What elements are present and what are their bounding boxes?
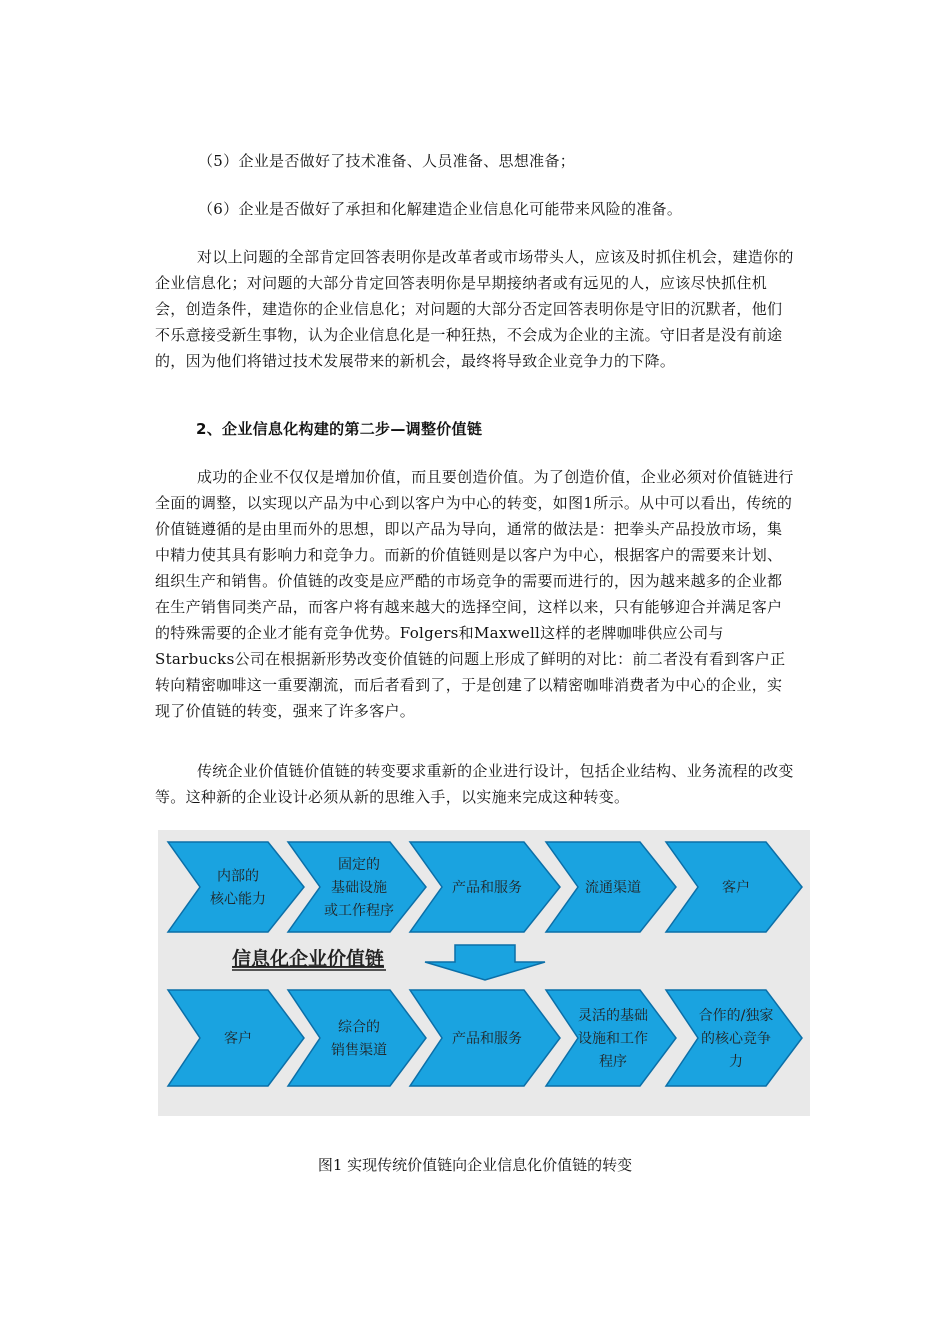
bottom-chevron-2-label-1: 综合的: [338, 1019, 380, 1036]
top-chevron-1-label-1: 内部的: [217, 868, 259, 885]
bottom-chevron-5-label-3: 力: [729, 1054, 743, 1070]
bottom-chevron-2-label-2: 销售渠道: [331, 1042, 387, 1059]
top-chevron-2-label-2: 基础设施: [331, 880, 387, 896]
bottom-chevron-1-label-1: 客户: [224, 1031, 252, 1047]
section-heading: 2、企业信息化构建的第二步—调整价值链: [196, 420, 483, 438]
bottom-chevron-3-label-1: 产品和服务: [452, 1031, 522, 1047]
bottom-chevron-4-label-1: 灵活的基础: [578, 1008, 648, 1024]
paragraph-value-chain: 成功的企业不仅仅是增加价值，而且要创造价值。为了创造价值，企业必须对价值链进行全面的调整，以实现以产品为中心到以客户为中心的转变，如图1所示。从中可以看出，传统的价值链遵循的是由里而外的思想，即以产品为导向，通常的做法是：把拳头产品投放市场，集中精力使其具有影响力和竞争力。而新的价值链则是以客户为中心，根据客户的需要来计划、组织生产和销售。价值链的改变是应严酷的市场竞争的需要而进行的，因为越来越多的企业都在生产销售同类产品，而客户将有越来越大的选择空间，这样以来，只有能够迎合并满足客户的特殊需要的企业才能有竞争优势。Folgers和Maxwell这样的老牌咖啡供应公司与Starbucks公司在根据新形势改变价值链的问题上形成了鲜明的对比：前二者没有看到客户正转向精密咖啡这一重要潮流，而后者看到了，于是创建了以精密咖啡消费者为中心的企业，实现了价值链的转变，强来了许多客户。: [155, 468, 794, 720]
top-chevron-4-label-1: 流通渠道: [585, 880, 641, 896]
figure-caption: 图1 实现传统价值链向企业信息化价值链的转变: [317, 1156, 633, 1174]
bottom-row-chevrons: [168, 990, 802, 1086]
list-item-6: （6）企业是否做好了承担和化解建造企业信息化可能带来风险的准备。: [198, 200, 683, 218]
top-chevron-2-label-1: 固定的: [338, 857, 380, 873]
bottom-chevron-4-label-2: 设施和工作: [578, 1031, 648, 1047]
bottom-chevron-5-label-2: 的核心竞争: [701, 1031, 771, 1047]
bottom-chevron-4-label-3: 程序: [599, 1054, 627, 1070]
bottom-chevron-5-label-1: 合作的/独家: [698, 1008, 774, 1024]
middle-label: 信息化企业价值链: [232, 948, 385, 970]
top-chevron-5-label-1: 客户: [722, 880, 750, 896]
list-item-5: （5）企业是否做好了技术准备、人员准备、思想准备；: [198, 152, 576, 170]
paragraph-redesign: 传统企业价值链价值链的转变要求重新的企业进行设计，包括企业结构、业务流程的改变等。这种新的企业设计必须从新的思维入手，以实施来完成这种转变。: [155, 762, 794, 806]
top-chevron-2-label-3: 或工作程序: [324, 903, 394, 919]
top-chevron-3-label-1: 产品和服务: [452, 880, 522, 896]
paragraph-conclusion: 对以上问题的全部肯定回答表明你是改革者或市场带头人，应该及时抓住机会，建造你的企业信息化；对问题的大部分肯定回答表明你是早期接纳者或有远见的人，应该尽快抓住机会，创造条件，建造你的企业信息化；对问题的大部分否定回答表明你是守旧的沉默者，他们不乐意接受新生事物，认为企业信息化是一种狂热，不会成为企业的主流。守旧者是没有前途的，因为他们将错过技术发展带来的新机会，最终将导致企业竞争力的下降。: [155, 248, 794, 370]
top-chevron-1-label-2: 核心能力: [210, 891, 266, 908]
top-row-chevrons: [168, 842, 802, 932]
